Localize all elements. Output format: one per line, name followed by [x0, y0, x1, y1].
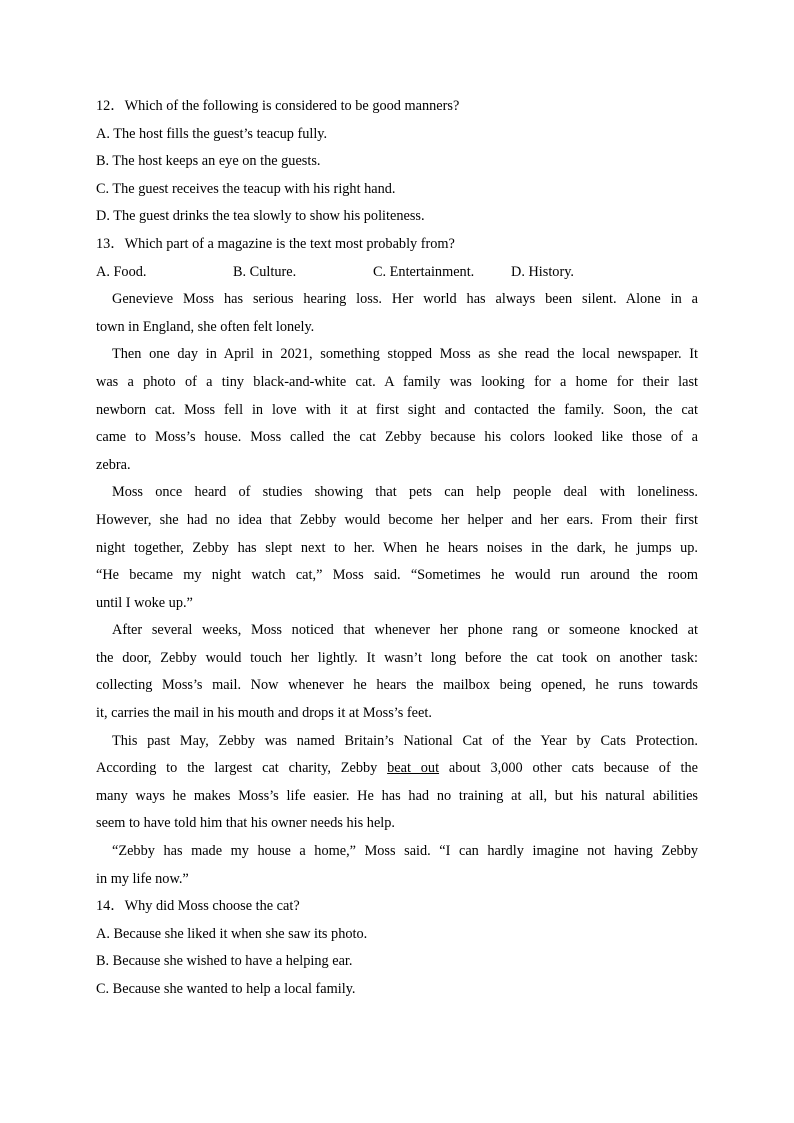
exam-page [96, 93, 698, 1004]
passage-line: However, she had no idea that Zebby would become her helper and her ears. From their first [96, 511, 698, 528]
passage-line: night together, Zebby has slept next to her. When he hears noises in the dark, he jumps up. [96, 539, 698, 556]
passage-line: town in England, she often felt lonely. [96, 318, 315, 335]
option-13-a: A. Food. [96, 263, 147, 280]
passage-line: in my life now.” [96, 870, 189, 887]
passage-paragraph-4 [96, 617, 698, 727]
options-13 [96, 259, 698, 287]
passage-line: the door, Zebby would touch her lightly. It wasn’t long before the cat took on another task: [96, 649, 698, 666]
option-12-a: A. The host fills the guest’s teacup fully. [96, 125, 328, 142]
passage-line: Genevieve Moss has serious hearing loss. Her world has always been silent. Alone in a [112, 291, 698, 308]
passage-paragraph-3 [96, 479, 698, 617]
passage-line: it, carries the mail in his mouth and drops it at Moss’s feet. [96, 705, 432, 722]
option-14-b: B. Because she wished to have a helping ear. [96, 953, 353, 970]
question-12: 12．Which of the following is considered to be good manners? [96, 98, 460, 114]
underlined-phrase: beat out [387, 760, 440, 777]
passage-line: until I woke up.” [96, 594, 193, 611]
option-12-c: C. The guest receives the teacup with his right hand. [96, 180, 396, 197]
question-13: 13．Which part of a magazine is the text most probably from? [96, 235, 455, 252]
question-14: 14．Why did Moss choose the cat? [96, 898, 300, 915]
passage-line: was a photo of a tiny black-and-white cat. A family was looking for a home for their last [96, 373, 698, 390]
option-13-d: D. History. [511, 263, 575, 280]
passage-line: came to Moss’s house. Moss called the cat Zebby because his colors looked like those of a [96, 429, 698, 446]
passage-line: Then one day in April in 2021, something stopped Moss as she read the local newspaper. It [112, 346, 698, 363]
option-13-c: C. Entertainment. [373, 263, 475, 280]
passage-paragraph-6 [96, 838, 698, 893]
passage-line: “Zebby has made my house a home,” Moss said. “I can hardly imagine not having Zebby [112, 843, 698, 860]
option-13-b: B. Culture. [233, 263, 297, 280]
passage-line: zebra. [96, 456, 131, 473]
passage-line-with-underline [96, 755, 698, 783]
passage-line: “He became my night watch cat,” Moss said. “Sometimes he would run around the room [96, 567, 698, 584]
passage-paragraph-1 [96, 286, 698, 341]
option-12-b: B. The host keeps an eye on the guests. [96, 153, 321, 170]
passage-line: This past May, Zebby was named Britain’s National Cat of the Year by Cats Protection. [112, 732, 698, 749]
option-12-d: D. The guest drinks the tea slowly to show his politeness. [96, 208, 425, 225]
option-14-a: A. Because she liked it when she saw its photo. [96, 925, 368, 942]
passage-line: Moss once heard of studies showing that pets can help people deal with loneliness. [112, 484, 698, 501]
passage-line: seem to have told him that his owner needs his help. [96, 815, 395, 832]
passage-line: many ways he makes Moss’s life easier. He has had no training at all, but his natural abilities [96, 787, 698, 804]
passage-paragraph-2 [96, 341, 698, 479]
option-14-c: C. Because she wanted to help a local family. [96, 981, 356, 997]
passage-line: collecting Moss’s mail. Now whenever he hears the mailbox being opened, he runs towards [96, 677, 698, 694]
passage-paragraph-5 [96, 728, 698, 838]
passage-line: After several weeks, Moss noticed that whenever her phone rang or someone knocked at [112, 622, 698, 639]
passage-text: According to the largest cat charity, Zebby [96, 760, 388, 777]
passage-line: newborn cat. Moss fell in love with it at first sight and contacted the family. Soon, the cat [96, 401, 698, 418]
passage-text: about 3,000 other cats because of the [439, 760, 699, 777]
